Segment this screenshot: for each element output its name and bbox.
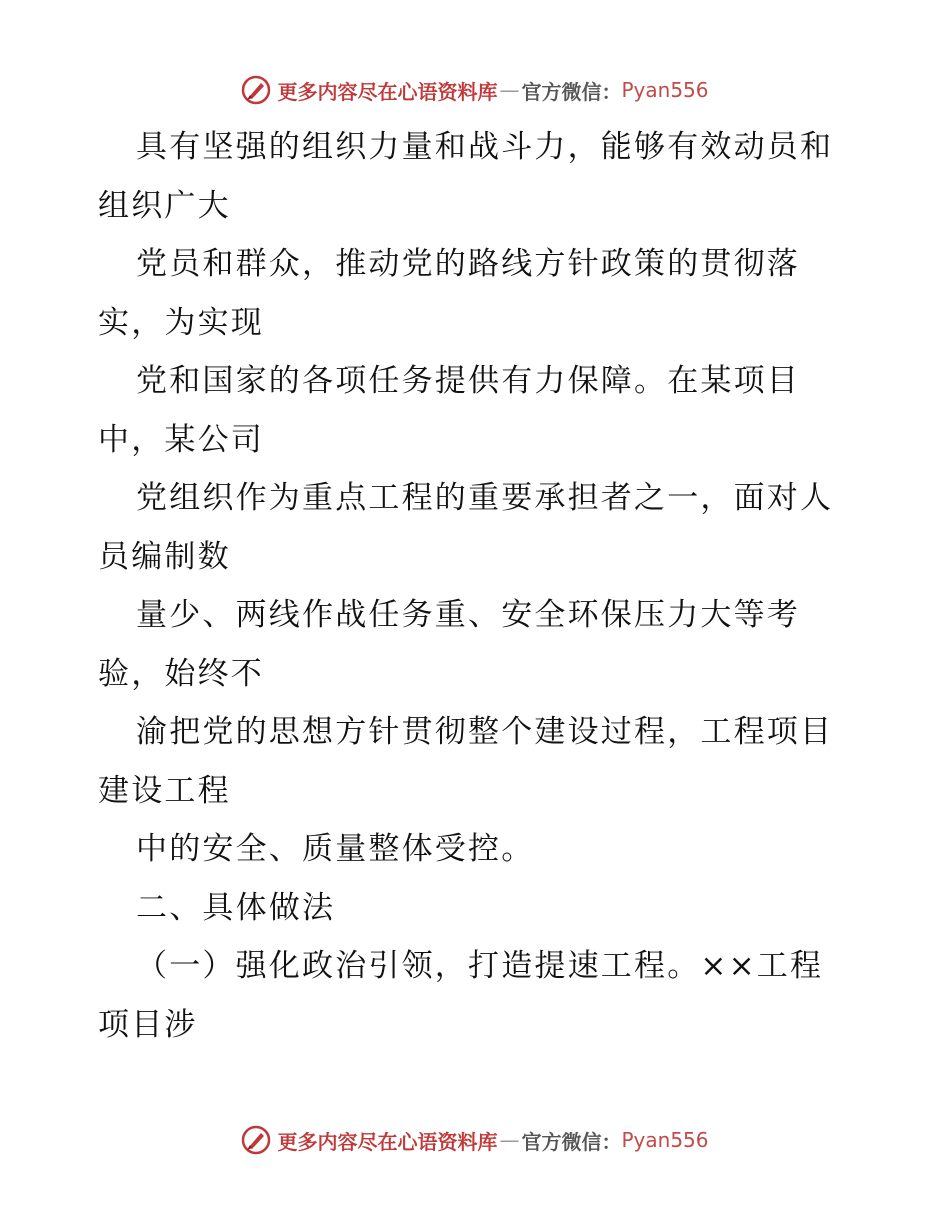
text-line: 建设工程 [98, 772, 231, 809]
watermark-sub-text: 官方微信： [521, 79, 622, 104]
text-line: 员编制数 [98, 538, 231, 575]
text-line: 党员和群众，推动党的路线方针政策的贯彻落 [136, 246, 800, 282]
watermark-main-text: 更多内容尽在心语资料库 [277, 1129, 498, 1154]
text-line: 验，始终不 [98, 655, 264, 692]
text-line: 量少、两线作战任务重、安全环保压力大等考 [136, 597, 800, 633]
document-body [98, 118, 858, 1054]
watermark-wechat-id: Pyan556 [621, 78, 709, 102]
watermark-main-text: 更多内容尽在心语资料库 [277, 79, 498, 104]
watermark-separator: — [499, 1128, 520, 1152]
text-line: 项目涉 [98, 1006, 198, 1043]
text-line: 中，某公司 [98, 421, 264, 458]
footer-watermark [0, 1120, 950, 1160]
watermark-separator: — [499, 78, 520, 102]
text-line: 中的安全、质量整体受控。 [136, 831, 535, 867]
section-heading: 二、具体做法 [136, 889, 336, 926]
text-line: 渝把党的思想方针贯彻整个建设过程，工程项目 [136, 714, 834, 750]
text-line: 具有坚强的组织力量和战斗力，能够有效动员和 [136, 129, 834, 165]
header-watermark [0, 70, 950, 110]
watermark-sub-text: 官方微信： [521, 1129, 622, 1154]
text-line: 党和国家的各项任务提供有力保障。在某项目 [136, 363, 800, 399]
quill-logo-icon [241, 1125, 271, 1155]
text-line: 组织广大 [98, 187, 231, 224]
text-line: 实，为实现 [98, 304, 264, 341]
quill-logo-icon [241, 75, 271, 105]
text-line: （一）强化政治引领，打造提速工程。××工程 [136, 948, 824, 984]
watermark-wechat-id: Pyan556 [621, 1128, 709, 1152]
text-line: 党组织作为重点工程的重要承担者之一，面对人 [136, 480, 834, 516]
